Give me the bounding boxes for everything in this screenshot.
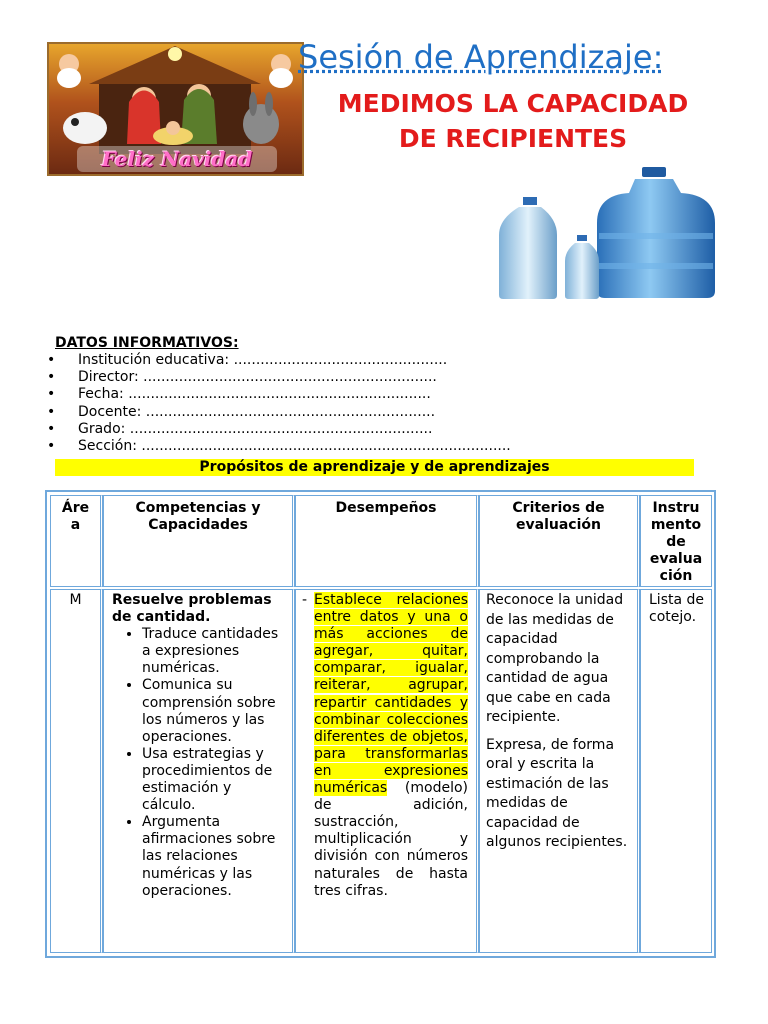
desempeno-highlight: Establece relaciones entre datos y una o más acciones de agregar, quitar, comparar, igualar, reiterar, agrupar, repartir cantidades y combinar colecciones diferentes de objetos, para transformarlas en expresiones numéricas — [314, 592, 468, 797]
desempeno-dash: - — [302, 592, 308, 608]
subtitle-line-1: MEDIMOS LA CAPACIDAD — [337, 89, 689, 118]
header-area-line: a — [70, 517, 81, 533]
desempeno-item — [302, 592, 468, 900]
page-title: Sesión de Aprendizaje: — [298, 38, 664, 76]
header-instrumento-line: Instru — [652, 500, 700, 516]
header-area — [50, 495, 103, 587]
header-instrumento-line: mento — [650, 517, 702, 533]
table-cell-instrumento — [640, 589, 712, 953]
bullet: • — [47, 420, 56, 437]
datos-heading: DATOS INFORMATIVOS: — [55, 335, 239, 351]
bullet: • — [47, 437, 56, 454]
header-competencias-line: Capacidades — [148, 517, 248, 533]
list-item: • Usa estrategias y procedimientos de estimación y cálculo. — [142, 746, 286, 814]
list-item — [47, 369, 511, 386]
criterio-1: Reconoce la unidad de las medidas de capacidad comprobando la cantidad de agua que cabe en cada recipiente. — [486, 592, 624, 725]
area-value: M — [69, 592, 82, 608]
header-competencias — [103, 495, 295, 587]
bullet: • — [47, 403, 56, 420]
water-bottles-image — [495, 163, 722, 300]
feliz-navidad-caption: Feliz Navidad — [77, 146, 277, 172]
header-instrumento-line: de — [666, 534, 686, 550]
list-item: • Argumenta afirmaciones sobre las relaciones numéricas y las operaciones. — [142, 814, 286, 899]
header-instrumento — [640, 495, 712, 587]
list-item — [47, 421, 511, 438]
subtitle-line-2: DE RECIPIENTES — [398, 124, 628, 153]
datos-seccion: Sección: ................................................................................... — [78, 437, 511, 454]
learning-table — [45, 490, 716, 958]
datos-list — [47, 352, 511, 455]
header-criterios-line: Criterios de — [512, 500, 605, 516]
datos-director: Director: .................................................................. — [78, 369, 437, 386]
header-instrumento-line: evalua — [649, 551, 703, 567]
purpose-bar: Propósitos de aprendizaje y de aprendizajes — [55, 459, 694, 476]
desempeno-rest: (modelo) de adición, sustracción, multiplicación y división con números naturales de hasta tres cifras. — [314, 780, 468, 899]
list-item — [47, 404, 511, 421]
datos-grado: Grado: .................................................................... — [78, 420, 433, 437]
header-desempenos — [295, 495, 479, 587]
header-desempenos-label: Desempeños — [335, 500, 437, 516]
header-instrumento-line: ción — [659, 568, 693, 584]
bullet: • — [47, 352, 56, 368]
table-cell-desempenos — [295, 589, 479, 953]
list-item: • Comunica su comprensión sobre los números y las operaciones. — [142, 677, 286, 745]
header-criterios — [479, 495, 640, 587]
list-item — [47, 386, 511, 403]
header-criterios-line: evaluación — [516, 517, 601, 533]
water-bottles-illustration — [495, 163, 722, 300]
criterio-2: Expresa, de forma oral y escrita la estimación de las medidas de capacidad de algunos recipientes. — [486, 736, 628, 850]
table-cell-competencias — [103, 589, 295, 953]
list-item — [47, 352, 511, 369]
table-cell-criterios — [479, 589, 640, 953]
table-cell-area — [50, 589, 103, 953]
bullet: • — [47, 369, 56, 386]
list-item: • Traduce cantidades a expresiones numéricas. — [142, 626, 286, 677]
datos-docente: Docente: ................................................................. — [78, 403, 436, 420]
header-competencias-line: Competencias y — [135, 500, 261, 516]
list-item — [47, 438, 511, 455]
header-area-line: Áre — [61, 500, 90, 516]
nativity-image — [47, 42, 304, 176]
instrumento-value: Lista de cotejo. — [649, 592, 705, 626]
bullet: • — [47, 386, 56, 403]
capacidades-list — [112, 626, 286, 900]
competencia-title: Resuelve problemas de cantidad. — [112, 592, 272, 626]
session-subtitle — [306, 86, 720, 156]
datos-fecha: Fecha: .................................................................... — [78, 386, 431, 403]
datos-institucion: Institución educativa: ................................................ — [78, 352, 448, 368]
desempeno-text — [314, 592, 468, 900]
